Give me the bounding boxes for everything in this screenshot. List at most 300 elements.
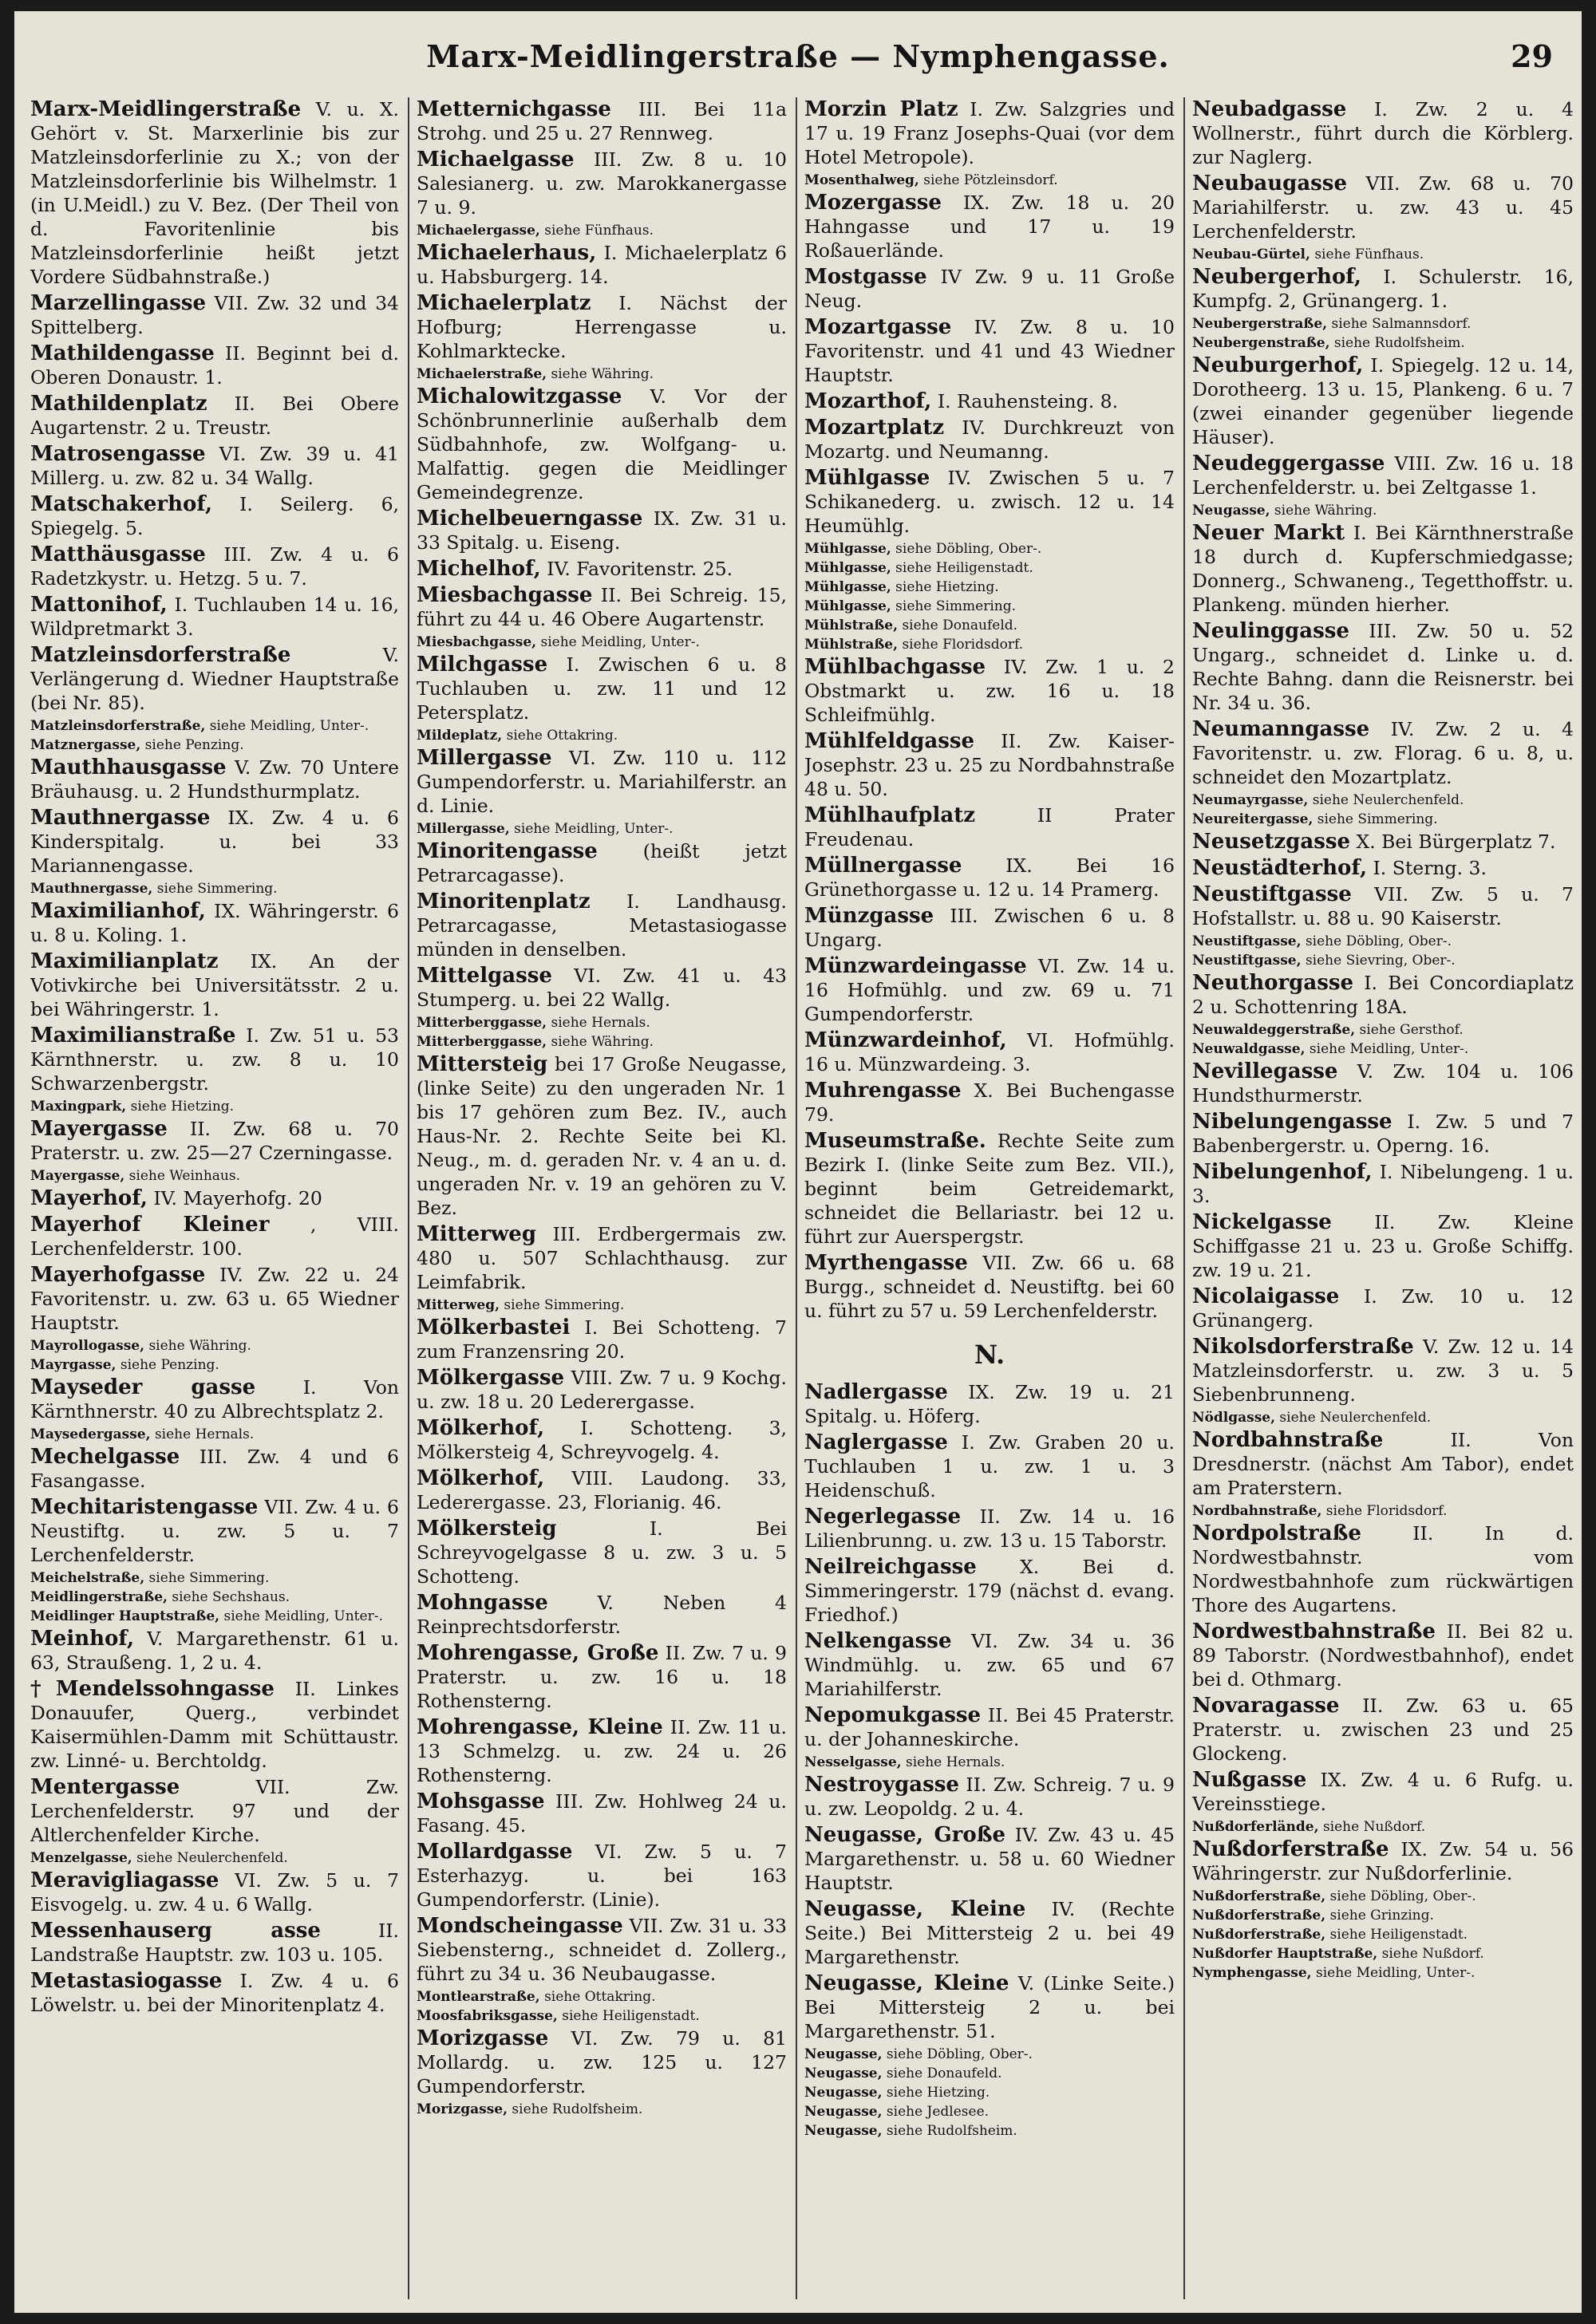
cross-reference-entry (804, 559, 1175, 577)
street-name: Millergasse, (417, 821, 510, 837)
street-description: siehe Neulerchenfeld. (1275, 1410, 1432, 1426)
street-description: II. Bei 45 Praterstr. u. der Johanneskirche. (804, 1704, 1175, 1750)
street-description: VI. Zw. 34 u. 36 Windmühlg. u. zw. 65 und 67 Mariahilferstr. (804, 1630, 1175, 1700)
street-entry (804, 1897, 1175, 1969)
street-name: Mühlfeldgasse (804, 729, 975, 753)
street-description: siehe Nußdorf. (1377, 1946, 1484, 1962)
street-name: Neureitergasse, (1192, 811, 1314, 827)
column-4 (1192, 97, 1574, 2299)
street-description: V. Zw. 12 u. 14 Matzleinsdorferstr. u. zw. 3 u. 5 Siebenbrunneng. (1192, 1336, 1574, 1406)
street-name: Mozartplatz (804, 416, 945, 440)
street-name: Mollardgasse (417, 1840, 573, 1864)
street-description: II. Zw. Kaiser-Josephstr. 23 u. 25 zu Nordbahnstraße 48 u. 50. (804, 730, 1175, 800)
street-name: Nelkengasse (804, 1629, 952, 1653)
street-name: Mühlgasse, (804, 541, 891, 557)
street-entry (30, 593, 399, 641)
cross-reference-entry (804, 2046, 1175, 2063)
street-name: Mechelgasse (30, 1445, 180, 1469)
street-description: siehe Salmannsdorf. (1327, 316, 1472, 332)
street-name: Nibelungengasse (1192, 1110, 1393, 1134)
street-entry (417, 1316, 787, 1363)
street-description: I. Zw. Salzgries und 17 u. 19 Franz Josephs-Quai (vor dem Hotel Metropole). (804, 98, 1175, 168)
street-name: Metastasiogasse (30, 1969, 223, 1993)
street-name: Neustiftgasse, (1192, 933, 1302, 949)
street-description: II. Von Dresdnerstr. (nächst Am Tabor), endet am Praterstern. (1192, 1429, 1574, 1499)
street-name: Mentergasse (30, 1775, 180, 1799)
street-name: Mitterberggasse, (417, 1034, 547, 1050)
street-description: siehe Währing. (144, 1338, 251, 1354)
cross-reference-entry (804, 2084, 1175, 2101)
street-entry (30, 341, 399, 389)
street-entry (30, 643, 399, 715)
street-entry (30, 1445, 399, 1493)
street-description: siehe Döbling, Ober-. (882, 2046, 1033, 2062)
street-name: Michaelergasse, (417, 223, 540, 239)
street-name: Neubadgasse (1192, 97, 1347, 121)
street-description: VII. Zw. 5 u. 7 Hofstallstr. u. 88 u. 90 Kaiserstr. (1192, 883, 1574, 929)
street-description: I. Zw. 5 und 7 Babenbergerstr. u. Operng. 16. (1192, 1111, 1574, 1157)
street-name: Neumanngasse (1192, 717, 1370, 741)
cross-reference-entry (1192, 1818, 1574, 1836)
street-name: Nicolaigasse (1192, 1284, 1340, 1308)
street-entry (804, 97, 1175, 169)
street-description: siehe Döbling, Ober-. (891, 541, 1042, 557)
street-description: IV. Zwischen 5 u. 7 Schikanederg. u. zwisch. 12 u. 14 Heumühlg. (804, 467, 1175, 537)
street-description: IX. Zw. 19 u. 21 Spitalg. u. Höferg. (804, 1381, 1175, 1427)
street-description: siehe Floridsdorf. (898, 637, 1024, 653)
street-description: I. Bei Concordiaplatz 2 u. Schottenring 18A. (1192, 972, 1574, 1018)
street-description: siehe Pötzleinsdorf. (918, 172, 1058, 188)
street-name: Neugasse, (804, 2123, 883, 2139)
street-entry (30, 756, 399, 803)
column-3 (804, 97, 1175, 2299)
street-name: Mozarthof, (804, 389, 932, 413)
cross-reference-entry (30, 1588, 399, 1606)
street-name: Nußdorferstraße (1192, 1837, 1389, 1861)
street-name: Neilreichgasse (804, 1555, 977, 1579)
street-description: II. Zw. 14 u. 16 Lilienbrunng. u. zw. 13 u. 15 Taborstr. (804, 1505, 1175, 1552)
street-entry (417, 1466, 787, 1514)
street-name: Messenhauserg asse (30, 1919, 321, 1943)
street-description: X. Bei Bürgerplatz 7. (1350, 831, 1556, 853)
street-name: Mostgasse (804, 265, 927, 289)
column-2 (417, 97, 787, 2299)
street-description: siehe Rudolfsheim. (508, 2101, 643, 2117)
column-1 (30, 97, 399, 2299)
street-name: Münzgasse (804, 904, 934, 928)
street-description: siehe Simmering. (144, 1570, 270, 1586)
street-description: I. Zw. 2 u. 4 Wollnerstr., führt durch die Körblerg. zur Naglerg. (1192, 98, 1574, 168)
street-entry (1192, 1837, 1574, 1885)
street-entry (1192, 353, 1574, 449)
street-name: Museumstraße. (804, 1129, 986, 1153)
street-description: siehe Jedlesee. (882, 2104, 990, 2120)
street-entry (30, 1213, 399, 1261)
street-entry (804, 416, 1175, 464)
street-name: Mohrengasse, Große (417, 1641, 659, 1665)
street-entry (1192, 830, 1574, 854)
street-description: siehe Nußdorf. (1318, 1819, 1426, 1835)
street-entry (417, 1914, 787, 1986)
street-description: III. Zw. 50 u. 52 Ungarg., schneidet d. Linke u. d. Rechte Bahng. dann die Reisnerstr. bei Nr. 34 u. 36. (1192, 620, 1574, 714)
street-name: Meravigliagasse (30, 1868, 219, 1892)
street-name: Maximilianstraße (30, 1024, 236, 1048)
street-description: siehe Penzing. (140, 737, 244, 753)
street-description: siehe Döbling, Ober-. (1325, 1888, 1476, 1904)
street-entry (417, 890, 787, 961)
cross-reference-entry (30, 1167, 399, 1185)
cross-reference-entry (804, 540, 1175, 558)
street-name: Münzwardeingasse (804, 954, 1027, 978)
street-description: VI. Zw. 110 u. 112 Gumpendorferstr. u. Mariahilferstr. an d. Linie. (417, 747, 787, 817)
street-name: Neuwaldeggerstraße, (1192, 1022, 1356, 1038)
street-description: siehe Gersthof. (1355, 1022, 1464, 1038)
street-description: I. Nächst der Hofburg; Herrengasse u. Kohlmarktecke. (417, 292, 787, 362)
street-entry (804, 1703, 1175, 1751)
street-name: Morizgasse, (417, 2101, 508, 2117)
cross-reference-entry (804, 617, 1175, 634)
street-description: VII. Zw. Lerchenfelderstr. 97 und der Altlerchenfelder Kirche. (30, 1776, 399, 1846)
street-entry (1192, 1694, 1574, 1766)
street-description: IV Zw. 9 u. 11 Große Neug. (804, 266, 1175, 312)
street-description: siehe Neulerchenfeld. (132, 1850, 288, 1866)
street-description: siehe Heiligenstadt. (1325, 1927, 1468, 1943)
street-description: siehe Fünfhaus. (539, 223, 654, 239)
street-description: I. Zw. Graben 20 u. Tuchlauben 1 u. zw. 1 u. 3 Heidenschuß. (804, 1431, 1175, 1501)
street-name: Nikolsdorferstraße (1192, 1335, 1414, 1359)
street-description: II. Bei Schreig. 15, führt zu 44 u. 46 Obere Augartenstr. (417, 584, 787, 630)
street-name: Mosenthalweg, (804, 172, 919, 188)
street-description: siehe Döbling, Ober-. (1301, 933, 1452, 949)
street-description: VII. Zw. 68 u. 70 Mariahilferstr. u. zw. 43 u. 45 Lerchenfelderstr. (1192, 172, 1574, 243)
street-name: Nepomukgasse (804, 1703, 982, 1727)
street-description: siehe Währing. (547, 366, 654, 382)
street-name: Neugasse, Kleine (804, 1971, 1009, 1995)
street-description: V. (Linke Seite.) Bei Mittersteig 2 u. bei Margarethenstr. 51. (804, 1972, 1175, 2042)
street-name: Mühlgasse (804, 466, 930, 490)
street-description: I. Rauhensteing. 8. (931, 390, 1119, 412)
cross-reference-entry (804, 2103, 1175, 2121)
street-entry (1192, 452, 1574, 499)
street-entry (417, 1641, 787, 1713)
street-entry (1192, 1768, 1574, 1816)
street-name: Mohsgasse (417, 1789, 545, 1813)
cross-reference-entry (1192, 334, 1574, 352)
street-name: Meichelstraße, (30, 1570, 145, 1586)
street-entry (417, 1052, 787, 1220)
street-entry (30, 1775, 399, 1847)
cross-reference-entry (417, 2007, 787, 2025)
street-description: I. Bei Kärnthnerstraße 18 durch d. Kupferschmiedgasse; Donnerg., Schwaneng., Tegetthoffstr. u. Plankeng. münden hierher. (1192, 522, 1574, 616)
street-description: VI. Zw. 5 u. 7 Eisvogelg. u. zw. 4 u. 6 Wallg. (30, 1869, 399, 1916)
street-name: Neuer Markt (1192, 521, 1345, 545)
street-entry (30, 1868, 399, 1916)
street-description: siehe Fünfhaus. (1310, 247, 1424, 262)
page-header (14, 38, 1582, 86)
cross-reference-entry (1192, 1945, 1574, 1963)
street-description: siehe Ottakring. (539, 1989, 656, 2005)
street-name: Miesbachgasse (417, 583, 593, 607)
street-description: siehe Meidling, Unter-. (205, 718, 369, 734)
cross-reference-entry (804, 172, 1175, 189)
street-entry (30, 1024, 399, 1095)
street-description: II. Zw. 68 u. 70 Praterstr. u. zw. 25—27 Czerningasse. (30, 1118, 399, 1164)
street-name: Mühlstraße, (804, 637, 899, 653)
street-name: Nickelgasse (1192, 1210, 1332, 1234)
street-description: I. Schotteng. 3, Mölkersteig 4, Schreyvogelg. 4. (417, 1417, 787, 1463)
street-entry (30, 97, 399, 289)
cross-reference-entry (1192, 933, 1574, 950)
street-entry (1192, 971, 1574, 1019)
cross-reference-entry (1192, 1502, 1574, 1520)
street-name: Neugasse, Große (804, 1823, 1005, 1847)
street-name: Mayerhofgasse (30, 1263, 206, 1287)
street-entry (1192, 1428, 1574, 1500)
street-entry (30, 1969, 399, 2017)
street-name: Mölkergasse (417, 1366, 565, 1390)
street-entry (417, 507, 787, 554)
street-entry (417, 746, 787, 818)
street-entry (417, 839, 787, 887)
street-entry (417, 557, 787, 581)
street-name: Mathildengasse (30, 341, 215, 365)
street-name: Minoritengasse (417, 839, 598, 863)
street-name: Mölkersteig (417, 1517, 557, 1541)
street-entry (30, 442, 399, 490)
street-entry (1192, 97, 1574, 169)
street-description: III. Erdbergermais zw. 480 u. 507 Schlachthausg. zur Leimfabrik. (417, 1223, 787, 1293)
cross-reference-entry (804, 2122, 1175, 2140)
street-name: Mayseder gasse (30, 1375, 256, 1399)
street-name: Mathildenplatz (30, 392, 207, 416)
street-name: Nevillegasse (1192, 1059, 1338, 1083)
street-name: Müllnergasse (804, 854, 962, 878)
street-name: Neugasse, (804, 2085, 883, 2101)
cross-reference-entry (1192, 1907, 1574, 1924)
street-description: VII. Zw. 66 u. 68 Burgg., schneidet d. Neustiftg. bei 60 u. führt zu 57 u. 59 Lerchenfelderstr. (804, 1252, 1175, 1322)
street-description: V. u. X. Gehört v. St. Marxerlinie bis zur Matzleinsdorferlinie zu X.; von der Matzleinsdorferlinie bis Wilhelmstr. 1 (in U.Meidl.) zu V. Bez. (Der Theil von d. Favoritenlinie bis Matzleinsdorferlinie heißt jetzt Vordere Südbahnstraße.) (30, 98, 399, 288)
cross-reference-entry (804, 1754, 1175, 1771)
street-description: VIII. Laudong. 33, Lederergasse. 23, Florianig. 46. (417, 1467, 787, 1513)
street-name: Naglergasse (804, 1430, 948, 1454)
street-entry (30, 949, 399, 1021)
street-entry (1192, 619, 1574, 715)
street-name: Mechitaristengasse (30, 1495, 259, 1519)
street-name: Marx-Meidlingerstraße (30, 97, 302, 121)
street-name: Maximilianplatz (30, 949, 219, 973)
street-name: Nymphengasse, (1192, 1965, 1312, 1981)
street-name: Moosfabriksgasse, (417, 2008, 558, 2024)
street-name: Mitterberggasse, (417, 1015, 547, 1031)
cross-reference-entry (417, 1988, 787, 2006)
street-name: Mondscheingasse (417, 1914, 623, 1938)
street-entry (1192, 882, 1574, 930)
street-name: Mohngasse (417, 1591, 548, 1615)
cross-reference-entry (417, 820, 787, 838)
street-name: Matthäusgasse (30, 543, 206, 566)
street-entry (804, 265, 1175, 313)
street-entry (417, 2026, 787, 2098)
street-name: Nordbahnstraße (1192, 1428, 1384, 1452)
street-entry (417, 1789, 787, 1837)
street-description: IX. Zw. 4 u. 6 Kinderspitalg. u. bei 33 Mariannengasse. (30, 807, 399, 877)
street-name: Nußdorferstraße, (1192, 1908, 1326, 1924)
cross-reference-entry (1192, 1964, 1574, 1982)
street-name: Morzin Platz (804, 97, 958, 121)
street-entry (1192, 717, 1574, 789)
cross-reference-entry (1192, 1888, 1574, 1905)
street-entry (30, 1627, 399, 1675)
street-description: siehe Hernals. (901, 1754, 1005, 1770)
street-name: Neuwaldgasse, (1192, 1041, 1306, 1057)
street-entry (30, 1495, 399, 1567)
street-name: Neugasse, (804, 2046, 883, 2062)
street-description: siehe Meidling, Unter-. (536, 634, 700, 650)
street-description: I. Bei Schotteng. 7 zum Franzensring 20. (417, 1316, 787, 1363)
cross-reference-entry (1192, 246, 1574, 263)
street-entry (804, 1129, 1175, 1249)
street-name: Mohrengasse, Kleine (417, 1715, 663, 1739)
street-description: IV. Zw. 22 u. 24 Favoritenstr. u. zw. 63 u. 65 Wiedner Hauptstr. (30, 1264, 399, 1334)
street-entry (804, 954, 1175, 1026)
street-name: Nordbahnstraße, (1192, 1503, 1322, 1519)
street-name: Neuthorgasse (1192, 971, 1354, 995)
street-description: siehe Simmering. (500, 1297, 625, 1313)
street-name: Nußdorferlände, (1192, 1819, 1319, 1835)
street-name: Mühlgasse, (804, 560, 891, 576)
street-entry (804, 389, 1175, 413)
street-name: Muhrengasse (804, 1079, 962, 1103)
street-name: Mauthnergasse, (30, 881, 153, 897)
street-entry (804, 1251, 1175, 1323)
street-description: siehe Penzing. (116, 1357, 219, 1373)
street-description: IV. Durchkreuzt von Mozartg. und Neumanng. (804, 416, 1175, 463)
street-name: Nibelungenhof, (1192, 1160, 1373, 1184)
street-description: V. Neben 4 Reinprechtsdorferstr. (417, 1592, 787, 1638)
street-name: Novaragasse (1192, 1694, 1340, 1718)
cross-reference-entry (417, 727, 787, 744)
street-entry (1192, 1521, 1574, 1617)
street-description: IV. Zw. 2 u. 4 Favoritenstr. u. zw. Florag. 6 u. 8, u. schneidet den Mozartplatz. (1192, 718, 1574, 788)
street-name: Mauthhausgasse (30, 756, 227, 779)
street-name: Matrosengasse (30, 442, 206, 466)
street-name: Mühlbachgasse (804, 655, 986, 679)
street-description: III. Zwischen 6 u. 8 Ungarg. (804, 905, 1175, 951)
cross-reference-entry (804, 598, 1175, 615)
street-name: Neubaugasse (1192, 172, 1347, 195)
street-name: Mayerhof, (30, 1186, 148, 1210)
street-description: (heißt jetzt Petrarcagasse). (417, 840, 787, 886)
street-entry (804, 1505, 1175, 1553)
street-entry (804, 803, 1175, 851)
street-description: II Prater Freudenau. (804, 804, 1175, 850)
street-description: VI. Zw. 14 u. 16 Hofmühlg. und zw. 69 u. 71 Gumpendorferstr. (804, 955, 1175, 1025)
street-name: Michaelerstraße, (417, 366, 547, 382)
street-description: I. Bei Schreyvogelgasse 8 u. zw. 3 u. 5 Schotteng. (417, 1517, 787, 1588)
street-name: Neugasse, Kleine (804, 1897, 1026, 1921)
cross-reference-entry (1192, 1021, 1574, 1039)
street-description: I. Zw. 4 u. 6 Löwelstr. u. bei der Minoritenplatz 4. (30, 1970, 399, 2016)
street-entry (804, 1079, 1175, 1126)
street-name: Neusetzgasse (1192, 830, 1351, 854)
cross-reference-entry (804, 636, 1175, 653)
street-description: siehe Hernals. (547, 1015, 650, 1031)
street-description: I. Von Kärnthnerstr. 40 zu Albrechtsplatz 2. (30, 1376, 399, 1422)
street-name: Miesbachgasse, (417, 634, 537, 650)
street-name: Matzleinsdorferstraße, (30, 718, 206, 734)
street-entry (804, 1380, 1175, 1428)
street-description: VI. Zw. 39 u. 41 Millerg. u. zw. 82 u. 34 Wallg. (30, 443, 399, 489)
street-entry (1192, 265, 1574, 313)
street-name: Neubau-Gürtel, (1192, 247, 1310, 262)
street-name: Mayergasse (30, 1117, 168, 1141)
street-entry (30, 492, 399, 540)
street-description: II. Zw. 7 u. 9 Praterstr. u. zw. 16 u. 18 Rothensterng. (417, 1642, 787, 1712)
street-description: siehe Floridsdorf. (1321, 1503, 1448, 1519)
street-description: IV. Favoritenstr. 25. (540, 558, 733, 580)
street-entry (1192, 1110, 1574, 1158)
street-description: V. Zw. 70 Untere Bräuhausg. u. 2 Hundsthurmplatz. (30, 756, 399, 803)
cross-reference-entry (804, 2065, 1175, 2082)
street-name: Michaelerhaus, (417, 241, 597, 265)
street-name: Metternichgasse (417, 97, 611, 121)
street-entry (30, 1117, 399, 1165)
street-entry (30, 1677, 399, 1773)
street-description: II. Bei 82 u. 89 Taborstr. (Nordwestbahnhof), endet bei d. Othmarg. (1192, 1620, 1574, 1691)
street-description: IX. Bei 16 Grünethorgasse u. 12 u. 14 Pramerg. (804, 854, 1175, 901)
street-name: Mayergasse, (30, 1168, 125, 1184)
street-entry (417, 1591, 787, 1639)
street-description: VIII. Zw. 16 u. 18 Lerchenfelderstr. u. bei Zeltgasse 1. (1192, 452, 1574, 499)
street-name: Mitterweg, (417, 1297, 500, 1313)
street-index (30, 97, 1574, 2299)
street-name: Neubergenstraße, (1192, 335, 1330, 351)
street-name: Mayerhof Kleiner (30, 1213, 270, 1237)
street-description: VI. Zw. 5 u. 7 Esterhazyg. u. bei 163 Gumpendorferstr. (Linie). (417, 1841, 787, 1911)
street-name: Mühlhaufplatz (804, 803, 975, 827)
street-entry (1192, 1210, 1574, 1282)
street-entry (417, 1416, 787, 1464)
street-name: Neuburgerhof, (1192, 353, 1364, 377)
street-description: IX. Zw. 4 u. 6 Rufg. u. Vereinsstiege. (1192, 1769, 1574, 1815)
street-description: I. Schulerstr. 16, Kumpfg. 2, Grünangerg. 1. (1192, 266, 1574, 312)
street-name: Meinhof, (30, 1627, 135, 1651)
cross-reference-entry (30, 1426, 399, 1443)
street-name: Nußdorferstraße, (1192, 1888, 1326, 1904)
street-name: Mildeplatz, (417, 728, 503, 744)
street-description: VII. Zw. 4 u. 6 Neustiftg. u. zw. 5 u. 7 Lerchenfelderstr. (30, 1496, 399, 1566)
cross-reference-entry (30, 880, 399, 898)
street-name: Mozergasse (804, 191, 942, 215)
street-entry (30, 1263, 399, 1335)
street-entry (804, 191, 1175, 262)
street-description: siehe Währing. (1270, 503, 1377, 519)
street-description: siehe Rudolfsheim. (882, 2123, 1017, 2139)
section-heading: N. (974, 1340, 1005, 1370)
street-description: IX. Zw. 31 u. 33 Spitalg. u. Eiseng. (417, 507, 787, 554)
street-name: Neugasse, (804, 2066, 883, 2081)
street-name: Nadlergasse (804, 1380, 948, 1404)
street-name: Meidlingerstraße, (30, 1589, 168, 1605)
street-description: siehe Simmering. (891, 598, 1017, 614)
street-name: Menzelgasse, (30, 1850, 132, 1866)
street-description: V. Vor der Schönbrunnerlinie außerhalb dem Südbahnhofe, zw. Wolfgang- u. Malfattig. gegen die Meidlinger Gemeindegrenze. (417, 385, 787, 503)
cross-reference-entry (417, 222, 787, 239)
street-entry (417, 1840, 787, 1912)
street-description: bei 17 Große Neugasse, (linke Seite) zu den ungeraden Nr. 1 bis 17 gehören zum Bez. IV., auch Haus-Nr. 2. Rechte Seite bei Kl. Neug., m. d. geraden Nr. v. 4 an u. d. ungeraden Nr. v. 19 an gehören zu V. Bez. (417, 1053, 787, 1219)
street-description: IX. Währingerstr. 6 u. 8 u. Koling. 1. (30, 900, 399, 946)
cross-reference-entry (1192, 502, 1574, 519)
